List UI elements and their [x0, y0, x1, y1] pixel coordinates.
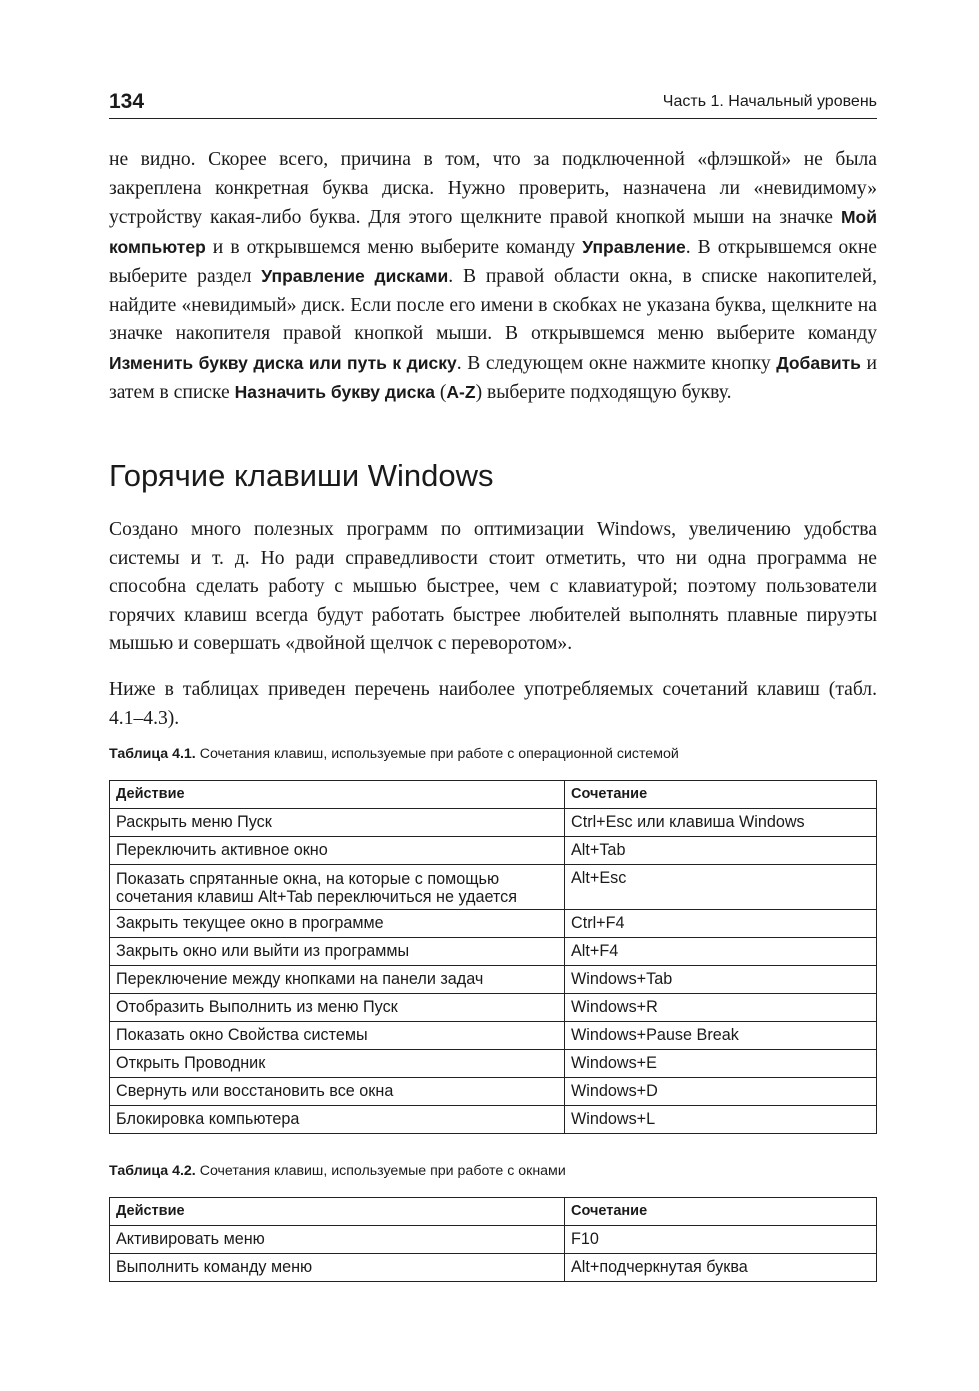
- text-run: . В правой области окна, в списке накопителей, найдите «невидимый» диск. Если после его имени в скобках не указана буква, щелкните на значке накопителя правой кнопкой мыши. В открывшемся меню выберите команду: [109, 266, 877, 344]
- running-header: [109, 88, 877, 119]
- table-row: [110, 1106, 877, 1134]
- text-run: не видно. Скорее всего, причина в том, что за подключенной «флэшкой» не была закреплена конкретная буква диска. Нужно проверить, назначена ли «невидимому» устройству какая-либо буква. Для этого щелкните правой кнопкой мыши на значке: [109, 149, 877, 228]
- text-run: (: [434, 382, 447, 403]
- action-cell: Свернуть или восстановить все окна: [110, 1078, 565, 1106]
- window-shortcuts-table: [109, 1197, 877, 1282]
- action-cell: Открыть Проводник: [110, 1050, 565, 1078]
- action-cell: Отобразить Выполнить из меню Пуск: [110, 994, 565, 1022]
- section-heading: Горячие клавиши Windows: [109, 458, 494, 493]
- table-caption: [109, 1163, 566, 1179]
- column-header-action: Действие: [110, 781, 565, 809]
- combo-cell: F10: [565, 1226, 877, 1254]
- table-row: [110, 837, 877, 865]
- action-cell: Блокировка компьютера: [110, 1106, 565, 1134]
- combo-cell: Alt+Esc: [565, 865, 877, 910]
- table-row: [110, 910, 877, 938]
- combo-cell: Windows+Tab: [565, 966, 877, 994]
- action-cell: Показать окно Свойства системы: [110, 1022, 565, 1050]
- term-disk-management: Управление дисками: [261, 266, 449, 286]
- intro-paragraph: [109, 146, 877, 408]
- caption-label: Таблица 4.2.: [109, 1163, 196, 1179]
- column-header-combo: Сочетание: [565, 1198, 877, 1226]
- part-title: Часть 1. Начальный уровень: [662, 93, 877, 110]
- action-cell: Закрыть окно или выйти из программы: [110, 938, 565, 966]
- hotkeys-paragraph: Создано много полезных программ по оптимизации Windows, увеличению удобства системы и т. д. Но ради справедливости стоит отметить, что ни одна программа не способна сделать работу с мышью быстрее, чем с клавиатурой; поэтому пользователи горячих клавиш всегда будут работать быстрее любителей выполнять плавные пируэты мышью и совершать «двойной щелчок с переворотом».: [109, 519, 877, 654]
- table-header-row: [110, 781, 877, 809]
- os-shortcuts-table: [109, 780, 877, 1134]
- table-row: [110, 1226, 877, 1254]
- combo-cell: Windows+D: [565, 1078, 877, 1106]
- table-row: [110, 938, 877, 966]
- table-row: [110, 1254, 877, 1282]
- text-run: и в открывшемся меню выберите команду: [205, 236, 583, 258]
- action-cell: Активировать меню: [110, 1226, 565, 1254]
- term-assign-drive-letter: Назначить букву диска: [234, 382, 435, 402]
- term-add: Добавить: [776, 352, 861, 373]
- column-header-combo: Сочетание: [565, 781, 877, 809]
- action-cell: Выполнить команду меню: [110, 1254, 565, 1282]
- caption-text: Сочетания клавиш, используемые при работе с операционной системой: [195, 746, 679, 762]
- text-run: . В открывшемся окне выберите раздел: [109, 236, 878, 287]
- combo-cell: Windows+E: [565, 1050, 877, 1078]
- table-row: [110, 865, 877, 910]
- action-cell: Переключение между кнопками на панели задач: [110, 966, 565, 994]
- page-number: 134: [109, 90, 145, 113]
- table-caption: [109, 746, 679, 762]
- action-cell: Показать спрятанные окна, на которые с помощью сочетания клавиш Alt+Tab переключиться не удается: [110, 865, 565, 910]
- text-run: . В следующем окне нажмите кнопку: [456, 352, 777, 374]
- combo-cell: Windows+L: [565, 1106, 877, 1134]
- term-manage: Управление: [582, 236, 686, 257]
- combo-cell: Alt+Tab: [565, 837, 877, 865]
- combo-cell: Alt+подчеркнутая буква: [565, 1254, 877, 1282]
- column-header-action: Действие: [110, 1198, 565, 1226]
- table-row: [110, 966, 877, 994]
- combo-cell: Ctrl+F4: [565, 910, 877, 938]
- combo-cell: Windows+Pause Break: [565, 1022, 877, 1050]
- table-row: [110, 1078, 877, 1106]
- tables-intro-paragraph: Ниже в таблицах приведен перечень наиболее употребляемых сочетаний клавиш (табл. 4.1–4.3).: [109, 679, 877, 729]
- term-a-z: A-Z: [446, 382, 476, 402]
- table-header-row: [110, 1198, 877, 1226]
- action-cell: Переключить активное окно: [110, 837, 565, 865]
- text-run: ) выберите подходящую букву.: [475, 382, 732, 403]
- combo-cell: Windows+R: [565, 994, 877, 1022]
- combo-cell: Ctrl+Esc или клавиша Windows: [565, 809, 877, 837]
- action-cell: Раскрыть меню Пуск: [110, 809, 565, 837]
- table-row: [110, 1050, 877, 1078]
- table-row: [110, 809, 877, 837]
- term-my-computer: Мой компьютер: [109, 207, 877, 257]
- table-row: [110, 994, 877, 1022]
- combo-cell: Alt+F4: [565, 938, 877, 966]
- table-row: [110, 1022, 877, 1050]
- caption-label: Таблица 4.1.: [109, 746, 196, 762]
- term-change-drive-letter: Изменить букву диска или путь к диску: [109, 352, 457, 373]
- action-cell: Закрыть текущее окно в программе: [110, 910, 565, 938]
- text-run: и затем в списке: [109, 352, 877, 403]
- caption-text: Сочетания клавиш, используемые при работе с окнами: [195, 1163, 566, 1179]
